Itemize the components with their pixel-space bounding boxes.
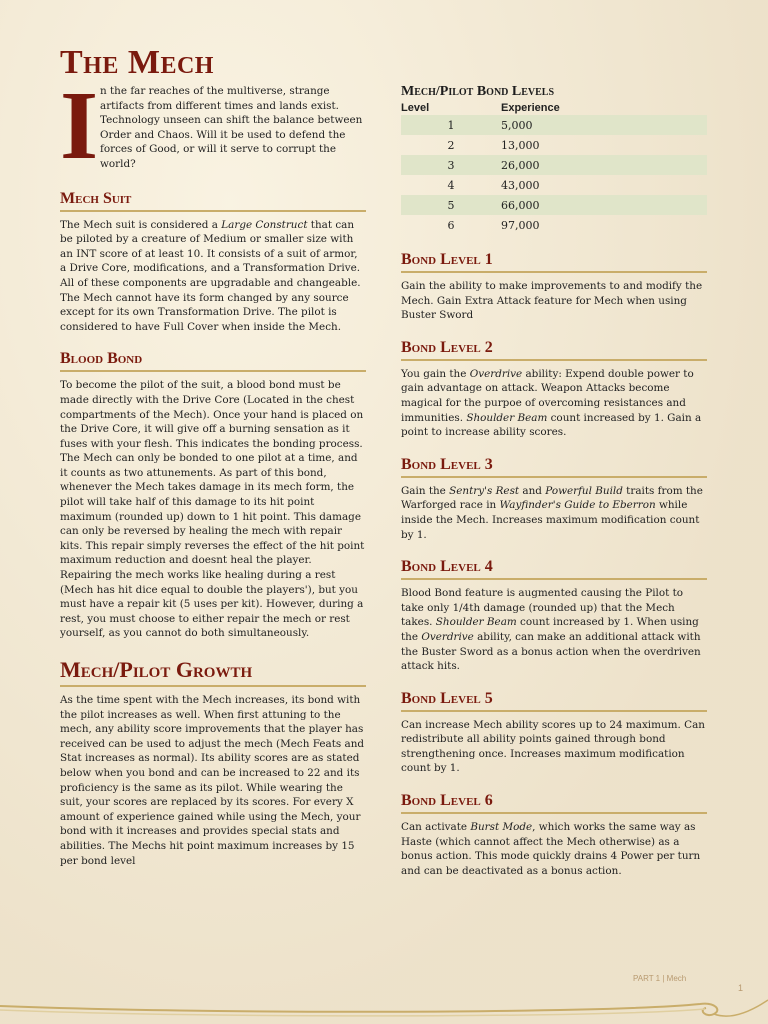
growth-text: As the time spent with the Mech increases, its bond with the pilot increases as well. When first attuning to the mech, any ability score improvements that the player has received can be used to adjust the mech (Mech Feats and Stat increases as normal). Its ability scores are as stated below when you bond and can be increased to 22 and its proficiency is the same as its pilot. While wearing the suit, your scores are replaced by its scores. For every X amount of experience gained while using the Mech, your bond with it increases and provides special stats and abilities. The Mechs hit point maximum increases by 15 per bond level	[60, 694, 365, 867]
right-column	[401, 84, 707, 888]
bond-level-4-heading: Bond Level 4	[401, 558, 707, 580]
footer-part-label: PART 1 | Mech	[633, 974, 687, 983]
blood-bond-text: To become the pilot of the suit, a blood bond must be made directly with the Drive Core (Located in the chest compartments of the Mech). Once your hand is placed on the Drive Core, it will give off a burning sensation as it fuses with your flesh. This indicates the bonding process. The Mech can only be bonded to one pilot at a time, and it counts as two attunements. As part of this bond, whenever the Mech takes damage in its mech form, the pilot will take half of this damage to its hit point maximum (rounded up) down to 1 hit point. This damage can only be reversed by healing the mech with repair kits. This repair simply reverses the effect of the hit point maximum reduction and doesnt heal the player. Repairing the mech works like healing during a rest (Mech has hit dice equal to double the players'), but you must have a repair kit (5 uses per kit). However, during a rest, you must choose to either repair the mech or rest yourself, as you cannot do both simultaneously.	[60, 379, 365, 640]
table-row: 5 66,000	[401, 195, 707, 215]
bond-level-table	[401, 101, 707, 235]
left-column	[60, 72, 366, 878]
bond-level-1-heading: Bond Level 1	[401, 251, 707, 273]
bond-level-6-heading: Bond Level 6	[401, 792, 707, 814]
mech-suit-text: The Mech suit is considered a Large Construct that can be piloted by a creature of Medium or smaller size with an INT score of at least 10. It consists of a suit of armor, a Drive Core, modifications, and a Transformation Drive. All of these components are upgradable and changeable. The Mech cannot have its form changed by any source except for its own Transformation Drive. The pilot is considered to have Full Cover when inside the Mech.	[60, 218, 361, 333]
page-title: The Mech	[60, 44, 214, 81]
bond-level-5-text: Can increase Mech ability scores up to 24 maximum. Can redistribute all ability points gained through bond strengthening once. Increases maximum modification count by 1.	[401, 718, 705, 775]
mech-suit-heading: Mech Suit	[60, 190, 366, 212]
footer-ornament-icon	[0, 990, 768, 1024]
bond-level-3-heading: Bond Level 3	[401, 456, 707, 478]
table-row: 4 43,000	[447, 178, 540, 192]
bond-level-4-text: Blood Bond feature is augmented causing the Pilot to take only 1/4th damage (rounded up) that the Mech takes. Shoulder Beam count increased by 1. When using the Overdrive ability, can make an additional attack with the Buster Sword as a bonus action when the overdriven attack hits.	[401, 587, 701, 673]
table-header-experience: Experience	[501, 102, 560, 114]
blood-bond-heading: Blood Bond	[60, 350, 366, 372]
bond-level-1-text: Gain the ability to make improvements to and modify the Mech. Gain Extra Attack feature for Mech when using Buster Sword	[401, 280, 703, 322]
table-row: 3 26,000	[401, 155, 707, 175]
table-header-level: Level	[401, 102, 430, 114]
table-row: 2 13,000	[447, 138, 540, 152]
bond-table-title: Mech/Pilot Bond Levels	[401, 84, 555, 99]
bond-level-2-heading: Bond Level 2	[401, 339, 707, 361]
bond-level-2-text: You gain the Overdrive ability: Expend double power to gain advantage on attack. Weapon Attacks become magical for the purpoe of overcoming resistances and immunities. Shoulder Beam count increased by 1. Gain a point to increase ability scores.	[401, 367, 702, 439]
bond-level-5-heading: Bond Level 5	[401, 690, 707, 712]
intro-paragraph	[60, 72, 366, 180]
bond-level-6-text: Can activate Burst Mode, which works the same way as Haste (which cannot affect the Mech otherwise) as a bonus action. This mode quickly drains 4 Power per turn and can be deactivated as a bonus action.	[401, 821, 701, 877]
page-number: 1	[738, 983, 744, 993]
growth-heading: Mech/Pilot Growth	[60, 657, 366, 687]
table-row: 1 5,000	[401, 115, 707, 135]
bond-level-3-text: Gain the Sentry's Rest and Powerful Build traits from the Warforged race in Wayfinder's Guide to Eberron while inside the Mech. Increases maximum modification count by 1.	[401, 484, 703, 541]
intro-text: n the far reaches of the multiverse, strange artifacts from different times and lands exist. Technology unseen can shift the balance between Order and Chaos. Will it be used to defend the forces of Good, or will it serve to corrupt the world?	[100, 85, 363, 170]
drop-cap: I	[60, 72, 99, 180]
table-row: 6 97,000	[447, 218, 540, 232]
